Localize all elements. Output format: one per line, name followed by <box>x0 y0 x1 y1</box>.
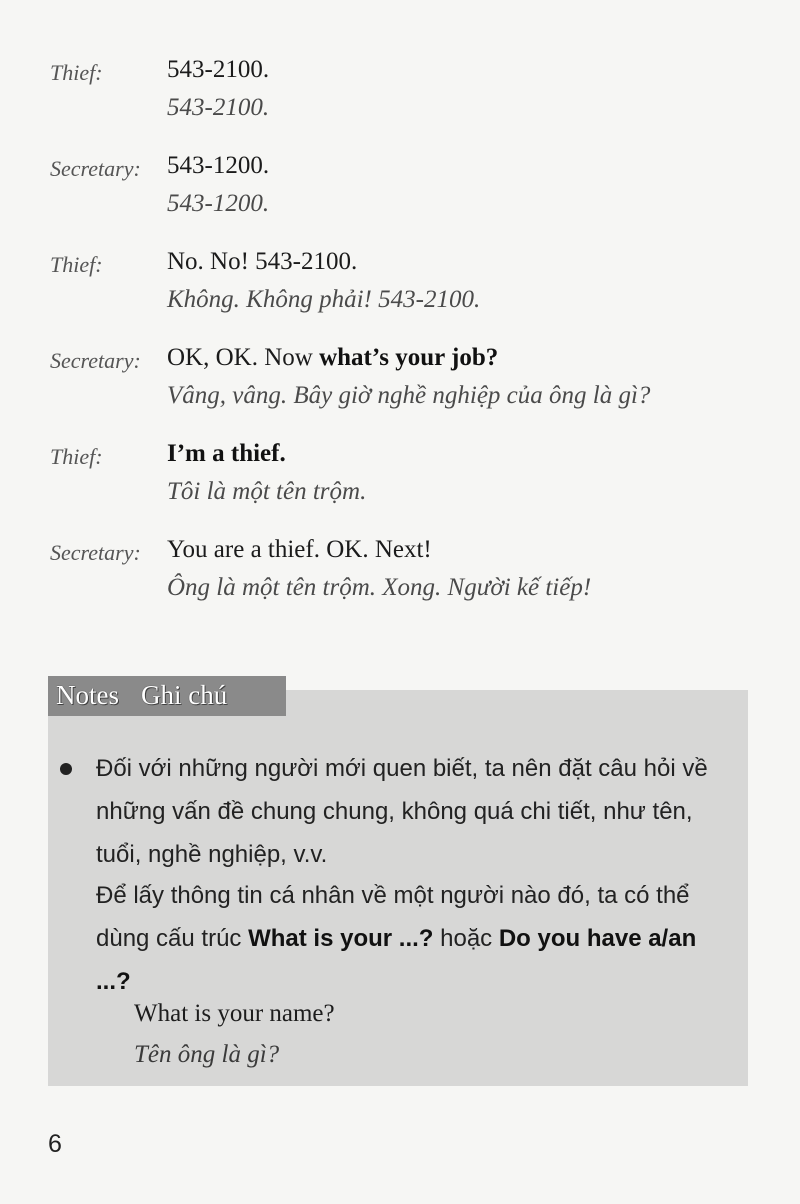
vietnamese-line: 543-2100. <box>167 94 270 121</box>
notes-paragraph: Đối với những người mới quen biết, ta nên đặt câu hỏi về những vấn đề chung chung, không quá chi tiết, như tên, tuổi, nghề nghiệp, v.v. <box>96 755 708 868</box>
dialogue-line <box>0 248 800 342</box>
english-line: 543-1200. <box>167 152 270 179</box>
vietnamese-line: Vâng, vâng. Bây giờ nghề nghiệp của ông là gì? <box>167 382 651 409</box>
notes-title-english: Notes <box>56 680 119 710</box>
speaker-label: Thief: <box>50 444 103 469</box>
vietnamese-line: Không. Không phải! 543-2100. <box>167 286 481 313</box>
english-line: You are a thief. OK. Next! <box>167 536 432 563</box>
vietnamese-line: Tôi là một tên trộm. <box>167 478 367 505</box>
vietnamese-line: Ông là một tên trộm. Xong. Người kế tiếp! <box>167 574 592 601</box>
speaker-label: Thief: <box>50 60 103 85</box>
page-number: 6 <box>48 1130 62 1158</box>
english-line: No. No! 543-2100. <box>167 248 358 275</box>
vietnamese-line: 543-1200. <box>167 190 270 217</box>
key-phrase: what’s your job? <box>319 344 499 371</box>
notes-title-vietnamese: Ghi chú <box>141 680 228 710</box>
notes-title <box>56 680 227 711</box>
key-phrase: I’m a thief. <box>167 440 286 467</box>
structure-phrase: What is your ...? <box>248 925 434 952</box>
english-text: OK, OK. Now <box>167 344 320 371</box>
speaker-label: Thief: <box>50 252 103 277</box>
speaker-label: Secretary: <box>50 540 141 565</box>
structure-phrase: Do you have a/an ...? <box>96 925 697 995</box>
notes-paragraph <box>96 874 736 1003</box>
dialogue-line <box>0 536 800 630</box>
example-vietnamese: Tên ông là gì? <box>134 1041 280 1068</box>
english-line <box>167 344 498 372</box>
dialogue-line <box>0 56 800 150</box>
dialogue-line <box>0 440 800 534</box>
dialogue-line <box>0 152 800 246</box>
english-line <box>167 440 286 468</box>
english-line: 543-2100. <box>167 56 270 83</box>
speaker-label: Secretary: <box>50 348 141 373</box>
speaker-label: Secretary: <box>50 156 141 181</box>
dialogue-line <box>0 344 800 438</box>
example-english: What is your name? <box>134 1000 335 1027</box>
bullet-icon <box>60 763 72 775</box>
notes-text: Để lấy thông tin cá nhân về một người nào đó, ta có thể dùng cấu trúc <box>96 882 690 952</box>
notes-text: hoặc <box>433 925 499 952</box>
